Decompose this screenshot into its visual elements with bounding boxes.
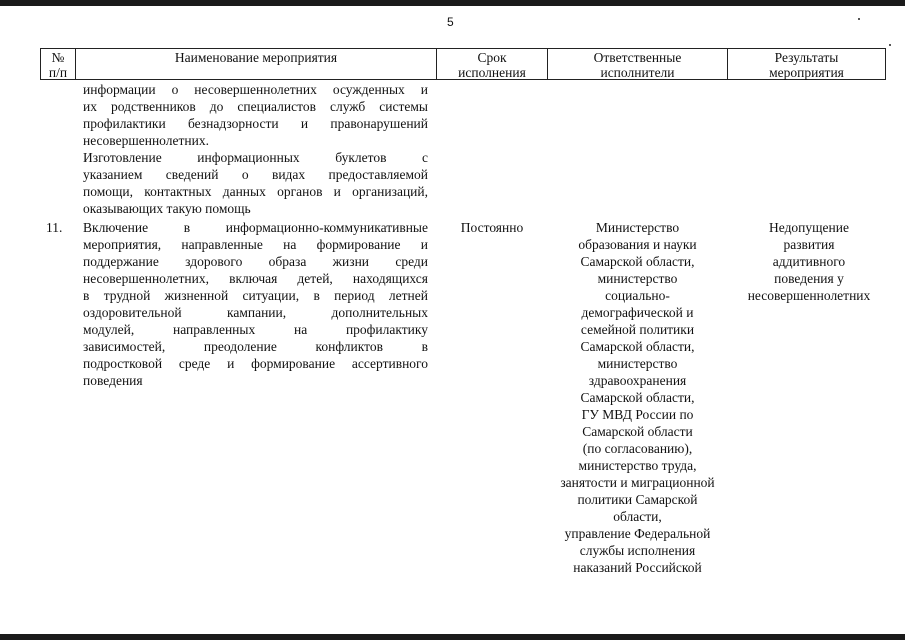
term-text: Постоянно [460,220,524,235]
text-line: Самарской области, [580,390,695,405]
row11-result [733,219,885,304]
text-line: мероприятия, направленные на формирование и [83,237,428,252]
text-line: оздоровительной кампании, дополнительных [83,305,428,320]
header-responsible-cell [547,48,728,80]
text-line: информации о несовершеннолетних осужденных и [83,82,428,97]
text-line: поведения у [774,271,844,286]
text-line: подростковой среде и формирование ассертивного [83,356,428,371]
text-line: Министерство [595,220,680,235]
text-line: демографической и [581,305,694,320]
text-line: ГУ МВД России по [581,407,694,422]
text-line: зависимостей, преодоление конфликтов в [83,339,428,354]
row-number: 11. [46,220,63,235]
text-line: Самарской области, [580,339,695,354]
text-line: наказаний Российской [573,560,702,575]
text-line: поведения [83,373,143,388]
text-line: несовершеннолетних, включая детей, находящихся [83,271,428,286]
header-number-cell [40,48,76,80]
text-line: занятости и миграционной [560,475,715,490]
text-line: в трудной жизненной ситуации, в период летней [83,288,428,303]
header-term-line1: Срок [477,50,507,65]
header-result-line2: мероприятия [769,65,844,80]
scan-speck [858,18,860,20]
text-line: указанием сведений о видах предоставляемой [83,167,428,182]
text-line: Изготовление информационных буклетов с [83,150,428,165]
row11-term [446,219,538,236]
text-line: помощи, контактных данных органов и организаций, [83,184,428,199]
text-line: оказывающих такую помощь [83,201,251,216]
text-line: аддитивного [772,254,846,269]
scan-speck [889,44,891,46]
text-line: модулей, направленных на профилактику [83,322,428,337]
text-line: их родственников до специалистов служб системы [83,99,428,114]
scan-bottom-border [0,634,905,640]
text-line: министерство [597,271,678,286]
text-line: министерство [597,356,678,371]
text-line: (по согласованию), [582,441,693,456]
header-result-line1: Результаты [774,50,839,65]
page-number: 5 [447,15,454,29]
text-line: несовершеннолетних. [83,133,209,148]
text-line: политики Самарской [577,492,698,507]
header-name: Наименование мероприятия [174,50,338,65]
text-line: поддержание здорового образа жизни среди [83,254,428,269]
text-line: развития [783,237,835,252]
text-line: Включение в информационно-коммуникативные [83,220,428,235]
header-term-cell [436,48,548,80]
header-name-cell [75,48,437,80]
row11-responsible [548,219,727,576]
header-number-line1: № [51,50,65,65]
header-term-line2: исполнения [458,65,526,80]
text-line: Самарской области, [580,254,695,269]
row11-name [83,219,428,389]
text-line: профилактики безнадзорности и правонарушений [83,116,428,131]
text-line: министерство труда, [578,458,697,473]
text-line: Самарской области [582,424,693,439]
text-line: области, [613,509,662,524]
text-line: образования и науки [578,237,697,252]
header-responsible-line2: исполнители [600,65,675,80]
header-result-cell [727,48,886,80]
text-line: управление Федеральной [564,526,711,541]
scan-top-border [0,0,905,6]
continuation-text [83,81,428,217]
text-line: службы исполнения [579,543,696,558]
text-line: здравоохранения [588,373,687,388]
text-line: Недопущение [769,220,849,235]
header-responsible-line1: Ответственные [593,50,682,65]
text-line: социально- [605,288,670,303]
header-number-line2: п/п [48,65,68,80]
text-line: несовершеннолетних [747,288,871,303]
text-line: семейной политики [580,322,695,337]
